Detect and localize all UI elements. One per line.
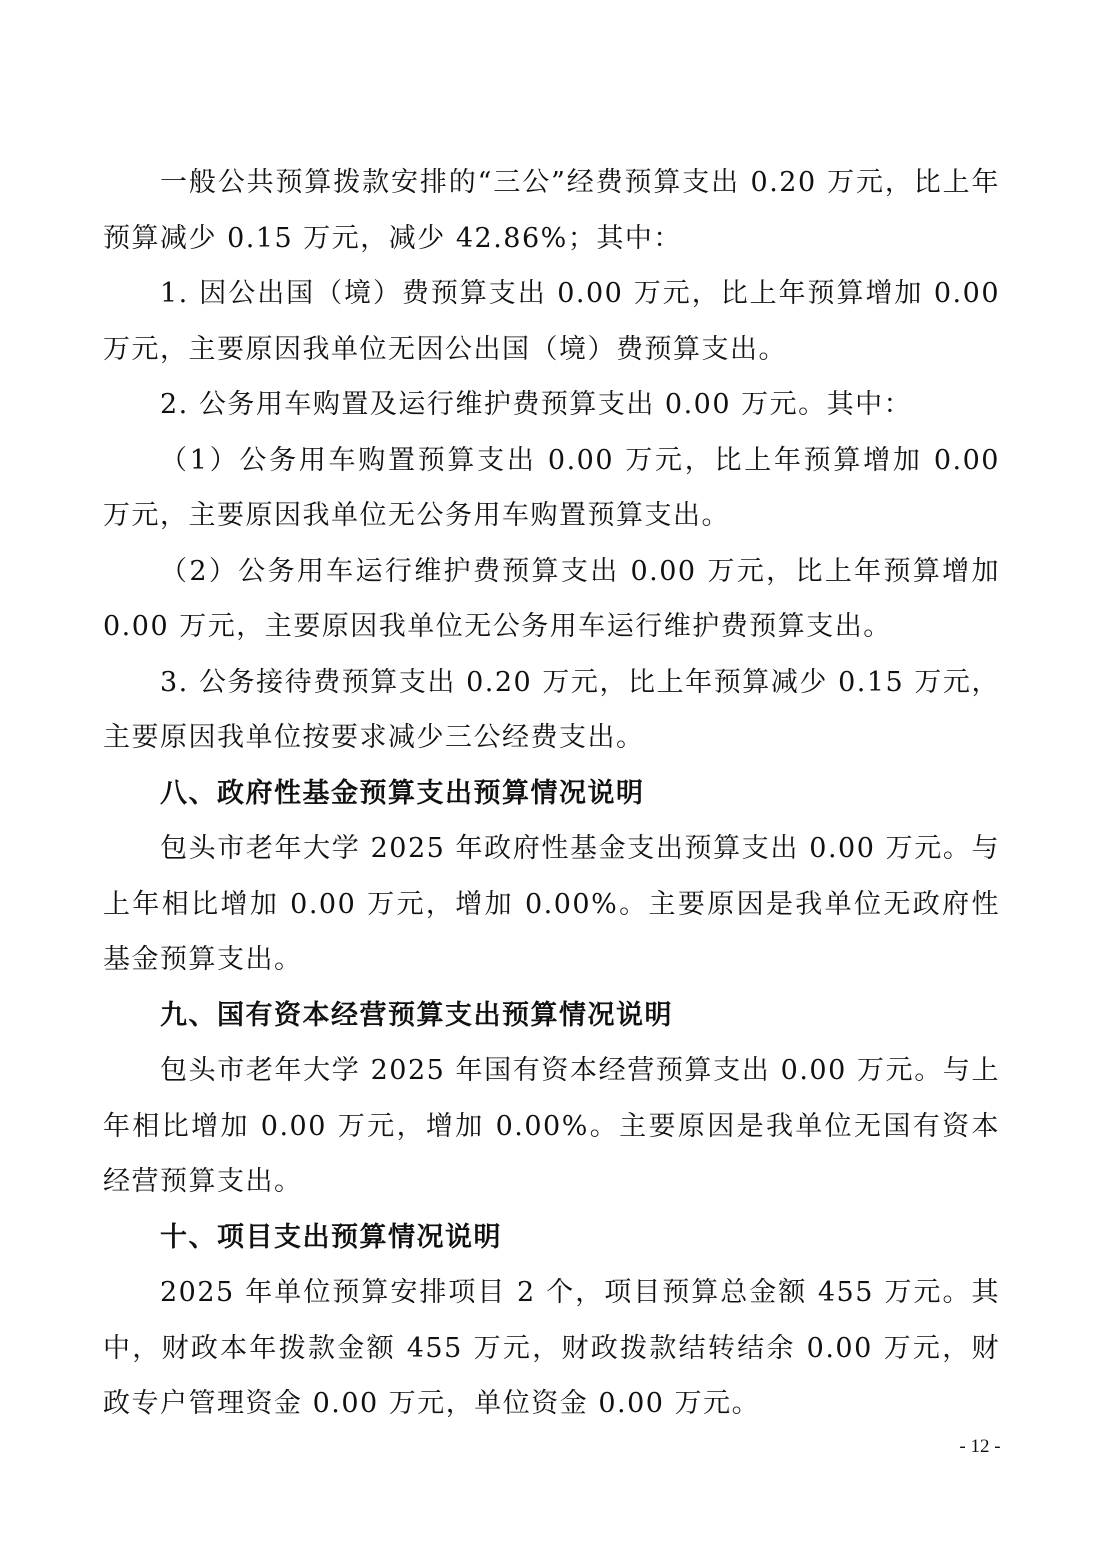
section-heading-project-expenditure: 十、项目支出预算情况说明 (160, 1221, 502, 1253)
page-number: - 12 - (959, 1436, 1001, 1457)
paragraph-sangong-summary: 一般公共预算拨款安排的“三公”经费预算支出 0.20 万元，比上年预算减少 0.15 万元，减少 42.86%；其中： (103, 167, 1000, 254)
paragraph-project-expenditure: 2025 年单位预算安排项目 2 个，项目预算总金额 455 万元。其中，财政本年拨款金额 455 万元，财政拨款结转结余 0.00 万元，财政专户管理资金 0.00 万元，单位资金 0.00 万元。 (103, 1277, 1000, 1419)
document-body (103, 155, 1000, 1432)
section-heading-government-fund: 八、政府性基金预算支出预算情况说明 (160, 777, 645, 809)
paragraph-vehicle-maintenance: （2）公务用车运行维护费预算支出 0.00 万元，比上年预算增加 0.00 万元，主要原因我单位无公务用车运行维护费预算支出。 (103, 555, 1000, 642)
paragraph-government-fund: 包头市老年大学 2025 年政府性基金支出预算支出 0.00 万元。与上年相比增加 0.00 万元，增加 0.00%。主要原因是我单位无政府性基金预算支出。 (103, 833, 1000, 975)
paragraph-state-capital: 包头市老年大学 2025 年国有资本经营预算支出 0.00 万元。与上年相比增加 0.00 万元，增加 0.00%。主要原因是我单位无国有资本经营预算支出。 (103, 1055, 1000, 1197)
paragraph-reception: 3. 公务接待费预算支出 0.20 万元，比上年预算减少 0.15 万元，主要原因我单位按要求减少三公经费支出。 (103, 666, 1000, 753)
paragraph-vehicle-total: 2. 公务用车购置及运行维护费预算支出 0.00 万元。其中： (160, 389, 913, 420)
section-heading-state-capital: 九、国有资本经营预算支出预算情况说明 (160, 999, 673, 1031)
paragraph-overseas-travel: 1. 因公出国（境）费预算支出 0.00 万元，比上年预算增加 0.00 万元，主要原因我单位无因公出国（境）费预算支出。 (103, 278, 1000, 365)
paragraph-vehicle-purchase: （1）公务用车购置预算支出 0.00 万元，比上年预算增加 0.00 万元，主要原因我单位无公务用车购置预算支出。 (103, 444, 1000, 531)
